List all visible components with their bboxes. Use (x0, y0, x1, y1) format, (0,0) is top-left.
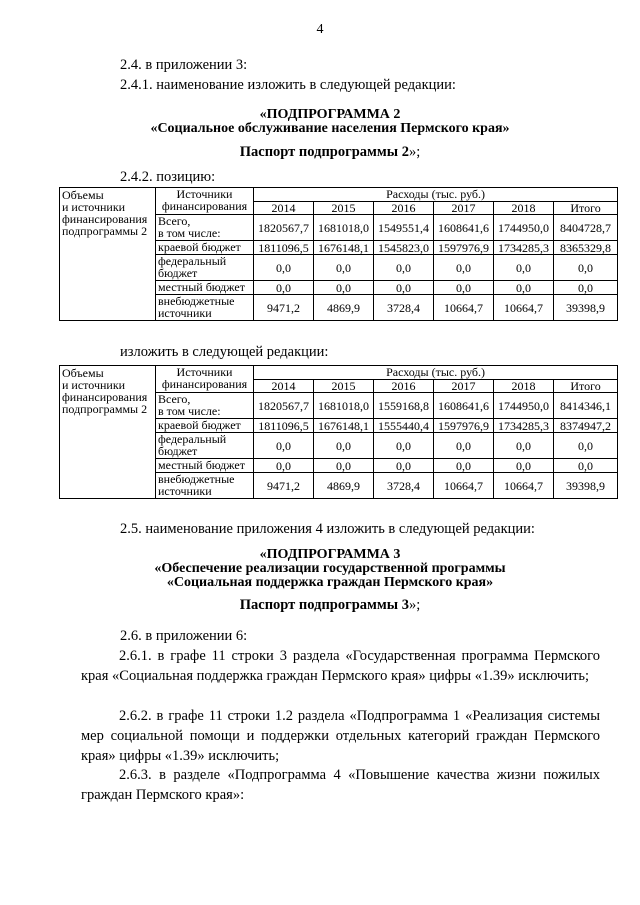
year-header: 2017 (434, 202, 494, 215)
amount-cell: 0,0 (434, 281, 494, 295)
amount-cell: 4869,9 (314, 473, 374, 499)
passport-3-tail: »; (408, 597, 421, 613)
amount-cell: 8404728,7 (554, 215, 618, 241)
amount-cell: 10664,7 (434, 473, 494, 499)
amount-cell: 8414346,1 (554, 393, 618, 419)
subprogram-2-name: «Социальное обслуживание населения Пермского края» (150, 121, 510, 136)
amount-cell: 0,0 (554, 433, 618, 459)
amount-cell: 9471,2 (254, 295, 314, 321)
para-2-6-2 (81, 706, 600, 766)
amount-cell: 0,0 (494, 255, 554, 281)
para-replace: изложить в следующей редакции: (120, 344, 329, 360)
year-header: Итого (554, 202, 618, 215)
amount-cell: 0,0 (254, 255, 314, 281)
amount-cell: 0,0 (434, 433, 494, 459)
sources-header: Источники финансирования (156, 188, 254, 215)
amount-cell: 8374947,2 (554, 419, 618, 433)
expenses-header: Расходы (тыс. руб.) (254, 188, 618, 202)
passport-3-heading (60, 597, 600, 613)
expenses-header: Расходы (тыс. руб.) (254, 366, 618, 380)
amount-cell: 1597976,9 (434, 419, 494, 433)
year-header: 2014 (254, 380, 314, 393)
amount-cell: 1681018,0 (314, 215, 374, 241)
source-label: внебюджетные источники (156, 473, 254, 499)
subprogram-3-name-line1: «Обеспечение реализации государственной программы (154, 561, 506, 576)
amount-cell: 4869,9 (314, 295, 374, 321)
amount-cell: 1555440,4 (374, 419, 434, 433)
year-header: 2015 (314, 380, 374, 393)
amount-cell: 0,0 (554, 255, 618, 281)
amount-cell: 3728,4 (374, 473, 434, 499)
para-2-6: 2.6. в приложении 6: (120, 628, 248, 644)
source-label: местный бюджет (156, 459, 254, 473)
amount-cell: 10664,7 (434, 295, 494, 321)
amount-cell: 1811096,5 (254, 241, 314, 255)
para-2-6-3 (81, 765, 600, 805)
amount-cell: 1676148,1 (314, 419, 374, 433)
year-header: Итого (554, 380, 618, 393)
para-2-6-1-text: 2.6.1. в графе 11 строки 3 раздела «Государственная программа Пермского края «Социальная поддержка граждан Пермского края» цифры «1.39» исключить; (81, 648, 600, 684)
amount-cell: 0,0 (374, 459, 434, 473)
year-header: 2016 (374, 202, 434, 215)
source-label: федеральный бюджет (156, 255, 254, 281)
amount-cell: 1545823,0 (374, 241, 434, 255)
para-2-4: 2.4. в приложении 3: (120, 57, 248, 73)
source-label: внебюджетные источники (156, 295, 254, 321)
para-2-6-1 (81, 646, 600, 686)
amount-cell: 1734285,3 (494, 241, 554, 255)
subprogram-2-title: «ПОДПРОГРАММА 2 (259, 107, 401, 122)
amount-cell: 0,0 (554, 281, 618, 295)
amount-cell: 0,0 (434, 255, 494, 281)
amount-cell: 10664,7 (494, 295, 554, 321)
amount-cell: 0,0 (494, 281, 554, 295)
amount-cell: 1597976,9 (434, 241, 494, 255)
amount-cell: 39398,9 (554, 295, 618, 321)
year-header: 2015 (314, 202, 374, 215)
amount-cell: 0,0 (254, 281, 314, 295)
para-2-4-1: 2.4.1. наименование изложить в следующей редакции: (120, 77, 456, 93)
amount-cell: 0,0 (434, 459, 494, 473)
financing-table-old (59, 187, 618, 321)
amount-cell: 0,0 (554, 459, 618, 473)
source-label: краевой бюджет (156, 419, 254, 433)
amount-cell: 0,0 (254, 459, 314, 473)
amount-cell: 0,0 (494, 433, 554, 459)
year-header: 2016 (374, 380, 434, 393)
passport-2-heading (60, 144, 600, 160)
amount-cell: 0,0 (314, 459, 374, 473)
amount-cell: 1608641,6 (434, 215, 494, 241)
amount-cell: 1734285,3 (494, 419, 554, 433)
source-label: Всего, в том числе: (156, 393, 254, 419)
page-number: 4 (316, 22, 324, 37)
amount-cell: 39398,9 (554, 473, 618, 499)
subprogram-3-title: «ПОДПРОГРАММА 3 (259, 547, 401, 562)
objects-label: Объемы и источники финансирования подпрограммы 2 (60, 188, 156, 321)
source-label: местный бюджет (156, 281, 254, 295)
amount-cell: 1549551,4 (374, 215, 434, 241)
amount-cell: 0,0 (374, 433, 434, 459)
amount-cell: 0,0 (374, 281, 434, 295)
passport-3-label: Паспорт подпрограммы 3 (239, 597, 409, 613)
year-header: 2018 (494, 202, 554, 215)
para-2-5: 2.5. наименование приложения 4 изложить в следующей редакции: (120, 521, 535, 537)
source-label: федеральный бюджет (156, 433, 254, 459)
amount-cell: 0,0 (314, 281, 374, 295)
amount-cell: 1676148,1 (314, 241, 374, 255)
amount-cell: 1820567,7 (254, 215, 314, 241)
passport-2-label: Паспорт подпрограммы 2 (239, 144, 409, 160)
para-2-4-2: 2.4.2. позицию: (120, 169, 216, 185)
financing-table-new (59, 365, 618, 499)
amount-cell: 0,0 (314, 433, 374, 459)
year-header: 2018 (494, 380, 554, 393)
objects-label: Объемы и источники финансирования подпрограммы 2 (60, 366, 156, 499)
amount-cell: 1559168,8 (374, 393, 434, 419)
source-label: краевой бюджет (156, 241, 254, 255)
amount-cell: 1811096,5 (254, 419, 314, 433)
amount-cell: 0,0 (374, 255, 434, 281)
year-header: 2014 (254, 202, 314, 215)
amount-cell: 0,0 (254, 433, 314, 459)
amount-cell: 8365329,8 (554, 241, 618, 255)
amount-cell: 0,0 (494, 459, 554, 473)
amount-cell: 1744950,0 (494, 215, 554, 241)
amount-cell: 1681018,0 (314, 393, 374, 419)
amount-cell: 1744950,0 (494, 393, 554, 419)
sources-header: Источники финансирования (156, 366, 254, 393)
amount-cell: 10664,7 (494, 473, 554, 499)
subprogram-3-name-line2: «Социальная поддержка граждан Пермского края» (166, 575, 494, 590)
amount-cell: 1820567,7 (254, 393, 314, 419)
amount-cell: 3728,4 (374, 295, 434, 321)
year-header: 2017 (434, 380, 494, 393)
amount-cell: 0,0 (314, 255, 374, 281)
amount-cell: 9471,2 (254, 473, 314, 499)
passport-2-tail: »; (408, 144, 421, 160)
para-2-6-2-text: 2.6.2. в графе 11 строки 1.2 раздела «Подпрограмма 1 «Реализация системы мер социальной помощи и поддержки отдельных категорий граждан Пермского края» цифры «1.39» исключить; (81, 708, 600, 764)
source-label: Всего, в том числе: (156, 215, 254, 241)
para-2-6-3-text: 2.6.3. в разделе «Подпрограмма 4 «Повышение качества жизни пожилых граждан Пермского края»: (81, 767, 600, 803)
amount-cell: 1608641,6 (434, 393, 494, 419)
